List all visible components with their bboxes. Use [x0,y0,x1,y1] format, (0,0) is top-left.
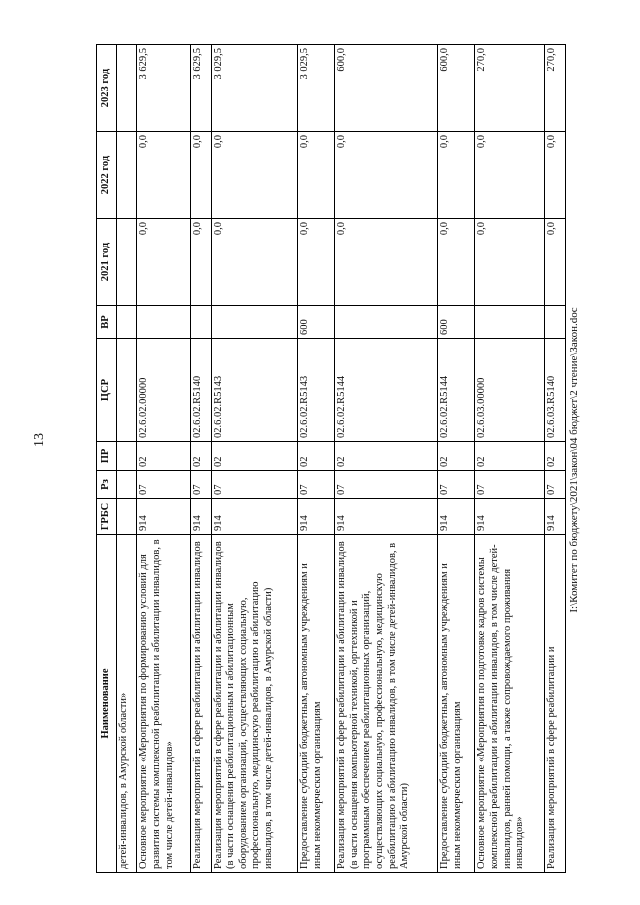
rotated-table-container [96,45,566,873]
cell-pr: 02 [298,442,335,471]
cell-rz: 07 [298,471,335,499]
table-body [117,45,566,873]
cell-rz: 07 [438,471,475,499]
table-row [475,45,545,873]
cell-name: Реализация мероприятий в сфере реабилитации и абилитации инвалидов (в части оснащения компьютерной техникой, оргтехникой и программным обеспечением реабилитационных организаций, осуществляющих социальную, профессиональную, медицинскую реабилитацию и абилитацию инвалидов, в том числе детей-инвалидов, в Амурской области) [335,535,438,873]
cell-y2023: 600,0 [438,45,475,132]
cell-y2023: 3 629,5 [137,45,191,132]
cell-y2021: 0,0 [335,219,438,306]
cell-grbs: 914 [545,499,566,535]
cell-pr: 02 [438,442,475,471]
col-header-2023: 2023 год [97,45,117,132]
col-header-vr: ВР [97,306,117,339]
cell-pr: 02 [137,442,191,471]
cell-name: детей-инвалидов, в Амурской области» [117,535,137,873]
cell-pr: 02 [335,442,438,471]
cell-grbs: 914 [335,499,438,535]
table-row [117,45,137,873]
cell-vr [117,306,137,339]
cell-name: Основное мероприятие «Мероприятия по формированию условий для развития системы комплексной реабилитации и абилитации инвалидов, в том числе детей-инвалидов» [137,535,191,873]
cell-rz: 07 [545,471,566,499]
cell-csr: 02.6.03.00000 [475,339,545,442]
cell-y2023: 3 029,5 [298,45,335,132]
budget-table [96,44,566,873]
cell-vr [191,306,211,339]
cell-y2022: 0,0 [545,132,566,219]
cell-pr [117,442,137,471]
cell-vr [137,306,191,339]
cell-vr: 600 [438,306,475,339]
cell-y2023: 270,0 [545,45,566,132]
cell-pr: 02 [211,442,298,471]
cell-y2023: 3 629,5 [191,45,211,132]
cell-y2022: 0,0 [298,132,335,219]
cell-pr: 02 [191,442,211,471]
cell-y2021: 0,0 [191,219,211,306]
cell-y2022: 0,0 [191,132,211,219]
cell-name: Предоставление субсидий бюджетным, автономным учреждениям и иным некоммерческим организациям [298,535,335,873]
cell-y2022: 0,0 [438,132,475,219]
cell-name: Предоставление субсидий бюджетным, автономным учреждениям и иным некоммерческим организациям [438,535,475,873]
table-header-row [97,45,117,873]
table-row [211,45,298,873]
cell-y2023: 270,0 [475,45,545,132]
cell-name: Реализация мероприятий в сфере реабилитации и [545,535,566,873]
cell-grbs: 914 [438,499,475,535]
cell-csr: 02.6.02.00000 [137,339,191,442]
cell-rz: 07 [335,471,438,499]
table-row [191,45,211,873]
table-row [137,45,191,873]
cell-pr: 02 [545,442,566,471]
col-header-2021: 2021 год [97,219,117,306]
cell-y2021: 0,0 [137,219,191,306]
cell-y2023: 600,0 [335,45,438,132]
cell-y2021: 0,0 [298,219,335,306]
page-number: 13 [32,433,47,447]
cell-rz: 07 [137,471,191,499]
cell-name: Реализация мероприятий в сфере реабилитации и абилитации инвалидов (в части оснащения реабилитационным и абилитационным оборудованием организаций, осуществляющих социальную, профессиональную, медицинскую реабилитацию и абилитацию инвалидов, в том числе детей-инвалидов, в Амурской области) [211,535,298,873]
cell-csr: 02.6.02.R5143 [211,339,298,442]
cell-y2021 [117,219,137,306]
cell-vr: 600 [298,306,335,339]
cell-rz: 07 [191,471,211,499]
cell-name: Реализация мероприятий в сфере реабилитации и абилитации инвалидов [191,535,211,873]
table-row [298,45,335,873]
cell-csr: 02.6.03.R5140 [545,339,566,442]
col-header-name: Наименование [97,535,117,873]
cell-vr [475,306,545,339]
cell-grbs: 914 [191,499,211,535]
cell-grbs: 914 [475,499,545,535]
cell-name: Основное мероприятие «Мероприятия по подготовке кадров системы комплексной реабилитации и абилитации инвалидов, в том числе детей-инвалидов, ранней помощи, а также сопровождаемого проживания инвалидов» [475,535,545,873]
cell-grbs: 914 [137,499,191,535]
col-header-grbs: ГРБС [97,499,117,535]
table-row [438,45,475,873]
cell-vr [211,306,298,339]
table-row [335,45,438,873]
cell-grbs: 914 [211,499,298,535]
col-header-csr: ЦСР [97,339,117,442]
cell-csr [117,339,137,442]
cell-grbs [117,499,137,535]
col-header-2022: 2022 год [97,132,117,219]
cell-grbs: 914 [298,499,335,535]
cell-rz: 07 [475,471,545,499]
cell-pr: 02 [475,442,545,471]
cell-csr: 02.6.02.R5144 [438,339,475,442]
cell-y2023: 3 029,5 [211,45,298,132]
cell-y2022: 0,0 [335,132,438,219]
cell-csr: 02.6.02.R5144 [335,339,438,442]
cell-y2021: 0,0 [545,219,566,306]
cell-y2021: 0,0 [211,219,298,306]
col-header-rz: Рз [97,471,117,499]
cell-csr: 02.6.02.R5143 [298,339,335,442]
cell-y2021: 0,0 [438,219,475,306]
footer-file-path: I:\Комитет по бюджету\2021\закон\04 бюджет\2 чтение\Закон.doc [568,307,580,613]
cell-vr [335,306,438,339]
cell-y2022 [117,132,137,219]
col-header-pr: ПР [97,442,117,471]
cell-rz [117,471,137,499]
table-row [545,45,566,873]
cell-vr [545,306,566,339]
cell-y2022: 0,0 [137,132,191,219]
cell-y2023 [117,45,137,132]
cell-rz: 07 [211,471,298,499]
cell-y2022: 0,0 [211,132,298,219]
cell-y2022: 0,0 [475,132,545,219]
cell-y2021: 0,0 [475,219,545,306]
cell-csr: 02.6.02.R5140 [191,339,211,442]
